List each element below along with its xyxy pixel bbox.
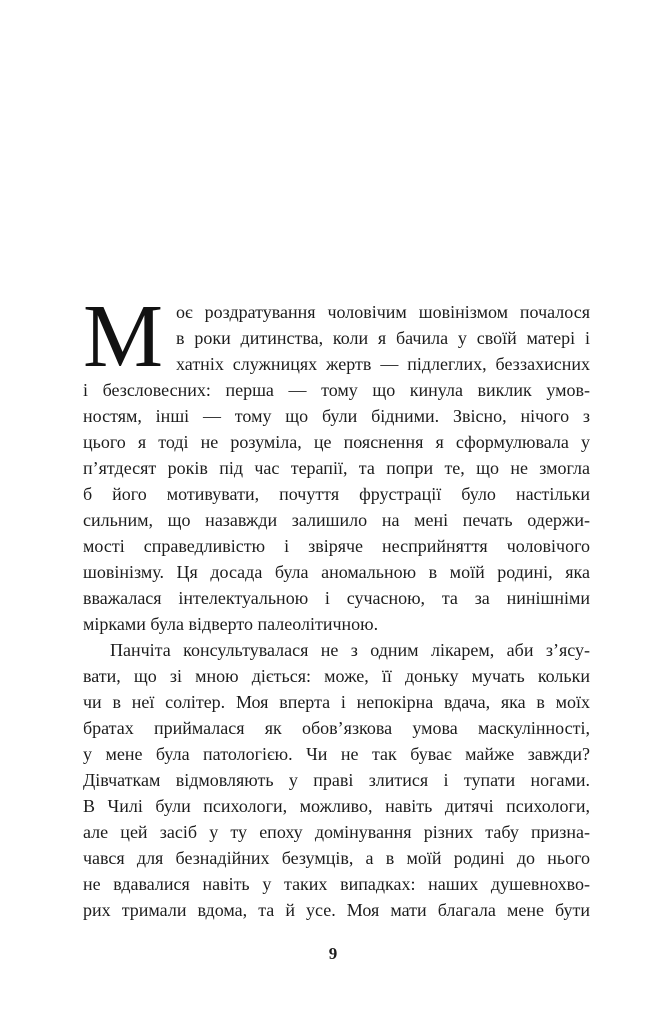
text-line: у мене була патологією. Чи не так буває майже завжди? <box>83 744 590 764</box>
text-line: чався для безнадійних безумців, а в моїй родині до нього <box>83 848 590 868</box>
text-line: сильним, що назавжди залишило на мені печать одержи- <box>83 510 590 530</box>
drop-cap-letter: М <box>83 287 164 386</box>
text-line: б його мотивувати, почуття фрустрації було настільки <box>83 484 590 504</box>
text-line: і безсловесних: перша — тому що кинула виклик умов- <box>83 380 590 400</box>
text-line: братах приймалася як обов’язкова умова маскулінності, <box>83 718 590 738</box>
text-line: шовінізму. Ця досада була аномальною в моїй родині, яка <box>83 562 590 582</box>
text-line: рих тримали вдома, та й усе. Моя мати благала мене бути <box>83 900 590 920</box>
text-line: Панчіта консультувалася не з одним лікарем, аби з’ясу- <box>110 640 590 660</box>
text-line: п’ятдесят років під час терапії, та попри те, що не змогла <box>83 458 590 478</box>
text-line: цього я тоді не розуміла, це пояснення я сформулювала у <box>83 432 590 452</box>
text-line: в роки дитинства, коли я бачила у своїй матері і <box>176 328 590 348</box>
text-line: але цей засіб у ту епоху домінування різних табу призна- <box>83 822 590 842</box>
text-line: не вдавалися навіть у таких випадках: наших душевнохво- <box>83 874 590 894</box>
text-block <box>83 287 590 923</box>
text-line: В Чилі були психологи, можливо, навіть дитячі психологи, <box>83 796 590 816</box>
opening-paragraph <box>83 287 590 637</box>
page-number: 9 <box>328 944 338 963</box>
text-line: мірками була відверто палеолітичною. <box>83 614 379 634</box>
text-line: мості справедливістю і звіряче несприйняття чоловічого <box>83 536 590 556</box>
text-line: Дівчаткам відмовляють у праві злитися і тупати ногами. <box>83 770 590 790</box>
text-line: вважалася інтелектуальною і сучасною, та за нинішніми <box>83 588 590 608</box>
second-paragraph-text <box>83 637 590 923</box>
second-paragraph <box>83 637 590 923</box>
text-line: хатніх служницях жертв — підлеглих, беззахисних <box>176 354 590 374</box>
text-line: вати, що зі мною діється: може, її доньку мучать кольки <box>83 666 590 686</box>
text-line: ностям, інші — тому що були бідними. Звісно, нічого з <box>83 406 590 426</box>
text-line: чи в неї солітер. Моя вперта і непокірна вдача, яка в моїх <box>83 692 590 712</box>
text-line: оє роздратування чоловічим шовінізмом почалося <box>176 302 590 322</box>
